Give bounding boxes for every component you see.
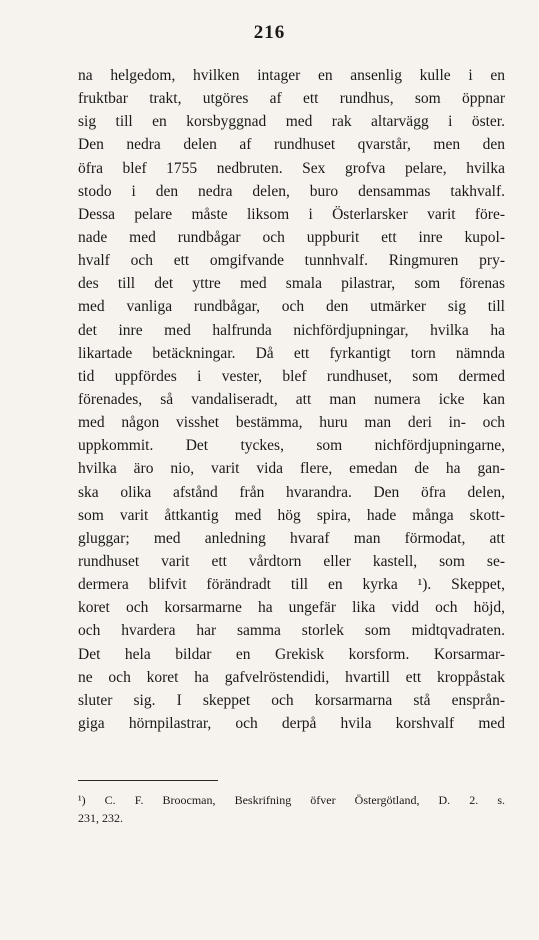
text-line: likartade betäckningar. Då ett fyrkantigt torn nämnda — [78, 344, 505, 362]
text-line: ne och koret ha gafvelröstendidi, hvartill ett kroppåstak — [78, 668, 505, 686]
text-line: öfra blef 1755 nedbruten. Sex grofva pelare, hvilka — [78, 159, 505, 177]
footnote-rule — [78, 780, 218, 781]
text-line: sig till en korsbyggnad med rak altarvägg i öster. — [78, 113, 505, 131]
text-line: tid uppfördes i vester, blef rundhuset, som dermed — [78, 367, 505, 385]
page-number: 216 — [253, 22, 286, 43]
text-line: med någon visshet bestämma, huru man deri in- och — [78, 414, 505, 432]
text-line: nade med rundbågar och uppburit ett inre kupol- — [78, 228, 505, 246]
text-line: dermera blifvit förändradt till en kyrka ¹). Skeppet, — [78, 576, 505, 594]
text-line: Den nedra delen af rundhuset qvarstår, men den — [78, 136, 505, 154]
text-line: na helgedom, hvilken intager en ansenlig kulle i en — [78, 67, 505, 84]
text-line: fruktbar trakt, utgöres af ett rundhus, som öppnar — [78, 90, 505, 108]
text-line: gluggar; med anledning hvaraf man förmodat, att — [78, 529, 505, 547]
text-line: det inre med halfrunda nichfördjupningar, hvilka ha — [78, 321, 505, 339]
text-line: med vanliga rundbågar, och den utmärker sig till — [78, 298, 505, 316]
body-text — [78, 64, 505, 735]
text-line: Det hela bildar en Grekisk korsform. Korsarmar- — [78, 645, 505, 663]
text-line: uppkommit. Det tyckes, som nichfördjupningarne, — [78, 437, 505, 455]
text-line: koret och korsarmarne ha ungefär lika vidd och höjd, — [78, 599, 505, 617]
footnote — [78, 791, 505, 827]
text-line: ska olika afstånd från hvarandra. Den öfra delen, — [78, 483, 505, 501]
text-line: som varit åttkantig med hög spira, hade många skott- — [78, 506, 505, 524]
footnote-line-1: ¹) C. F. Broocman, Beskrifning öfver Östergötland, D. 2. s. — [78, 793, 505, 807]
text-line: stodo i den nedra delen, buro densammas takhvalf. — [78, 182, 505, 200]
text-line: des till det yttre med smala pilastrar, som förenas — [78, 275, 505, 293]
footnote-line-2: 231, 232. — [78, 811, 123, 825]
text-line: Dessa pelare måste liksom i Österlarsker varit före- — [78, 205, 505, 223]
text-line: giga hörnpilastrar, och derpå hvila korshvalf med — [78, 714, 505, 732]
text-line: rundhuset varit ett vårdtorn eller kastell, som se- — [78, 552, 505, 570]
text-line: förenades, så vandaliseradt, att man numera icke kan — [78, 390, 505, 408]
text-line: och hvardera har samma storlek som midtqvadraten. — [78, 622, 505, 640]
text-line: hvalf och ett omgifvande tunnhvalf. Ringmuren pry- — [78, 252, 505, 270]
text-line: hvilka äro nio, varit vida flere, emedan de ha gan- — [78, 460, 505, 478]
text-line: sluter sig. I skeppet och korsarmarna stå ensprån- — [78, 691, 505, 709]
